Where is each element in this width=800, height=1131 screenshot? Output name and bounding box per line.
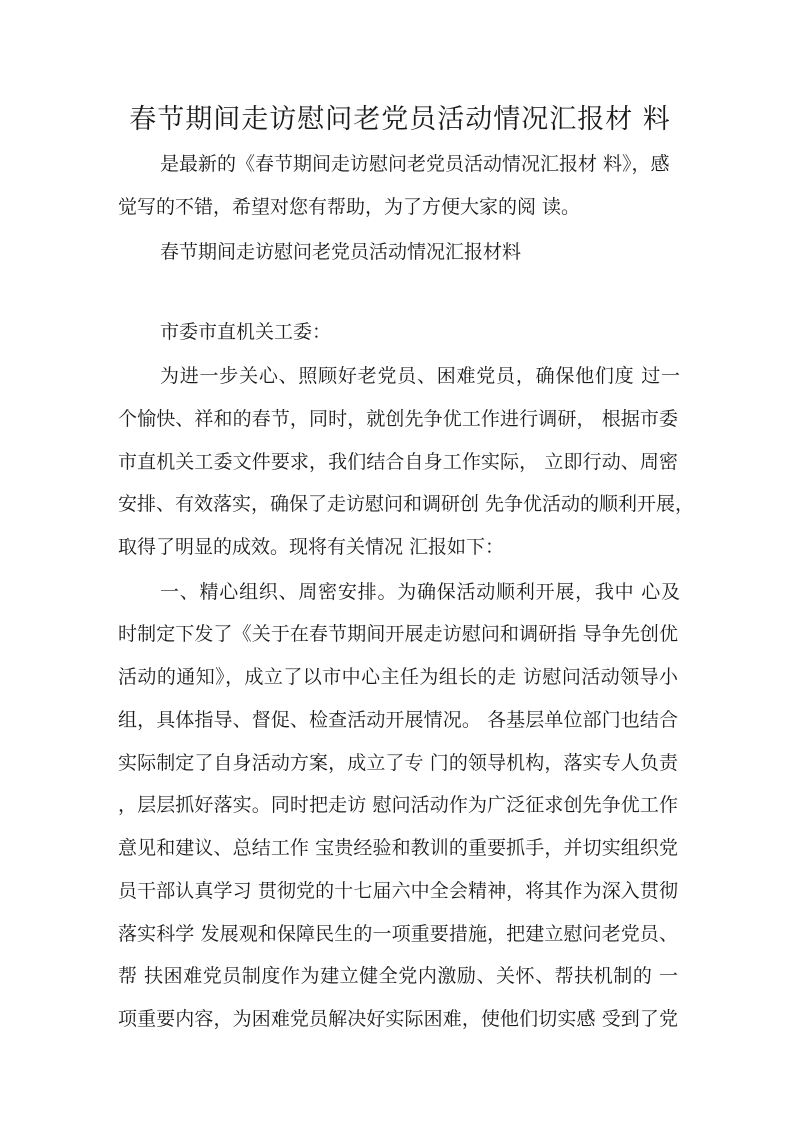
paragraph2-line-2: 时制定下发了《关于在春节期间开展走访慰问和调研指 导争先创优 <box>118 623 678 645</box>
paragraph2-line-11: 项重要内容，为困难党员解决好实际困难，使他们切实感 受到了党 <box>118 1008 678 1030</box>
paragraph2-line-4: 组，具体指导、督促、检查活动开展情况。 各基层单位部门也结合 <box>118 709 678 731</box>
paragraph2-line-6: ，层层抓好落实。同时把走访 慰问活动作为广泛征求创先争优工作 <box>118 794 678 816</box>
paragraph1-line-2: 个愉快、祥和的春节，同时，就创先争优工作进行调研， 根据市委 <box>118 408 678 430</box>
paragraph2-line-10: 帮 扶困难党员制度作为建立健全党内激励、关怀、帮扶机制的 一 <box>118 965 678 987</box>
intro-line-2: 觉写的不错，希望对您有帮助，为了方便大家的阅 读。 <box>118 196 581 218</box>
paragraph2-line-7: 意见和建议、总结工作 宝贵经验和教训的重要抓手，并切实组织党 <box>118 837 678 859</box>
addressee: 市委市直机关工委： <box>160 321 332 343</box>
paragraph2-line-5: 实际制定了自身活动方案，成立了专 门的领导机构，落实专人负责 <box>118 752 678 774</box>
paragraph1-line-1: 为进一步关心、照顾好老党员、困难党员，确保他们度 过一 <box>160 365 680 387</box>
paragraph2-line-1: 一、精心组织、周密安排。为确保活动顺利开展，我中 心及 <box>160 581 680 603</box>
paragraph1-line-5: 取得了明显的成效。现将有关情况 汇报如下： <box>118 536 505 558</box>
paragraph2-line-9: 落实科学 发展观和保障民生的一项重要措施，把建立慰问老党员、 <box>118 923 678 945</box>
paragraph2-line-8: 员干部认真学习 贯彻党的十七届六中全会精神，将其作为深入贯彻 <box>118 880 678 902</box>
paragraph1-line-3: 市直机关工委文件要求，我们结合自身工作实际， 立即行动、周密 <box>118 451 678 473</box>
document-title: 春节期间走访慰问老党员活动情况汇报材 料 <box>129 104 671 135</box>
subtitle: 春节期间走访慰问老党员活动情况汇报材料 <box>160 241 522 263</box>
paragraph1-line-4: 安排、有效落实，确保了走访慰问和调研创 先争优活动的顺利开展， <box>118 493 695 515</box>
intro-line-1: 是最新的《春节期间走访慰问老党员活动情况汇报材 料》，感 <box>160 153 670 175</box>
paragraph2-line-3: 活动的通知》，成立了以市中心主任为组长的走 访慰问活动领导小 <box>118 666 678 688</box>
